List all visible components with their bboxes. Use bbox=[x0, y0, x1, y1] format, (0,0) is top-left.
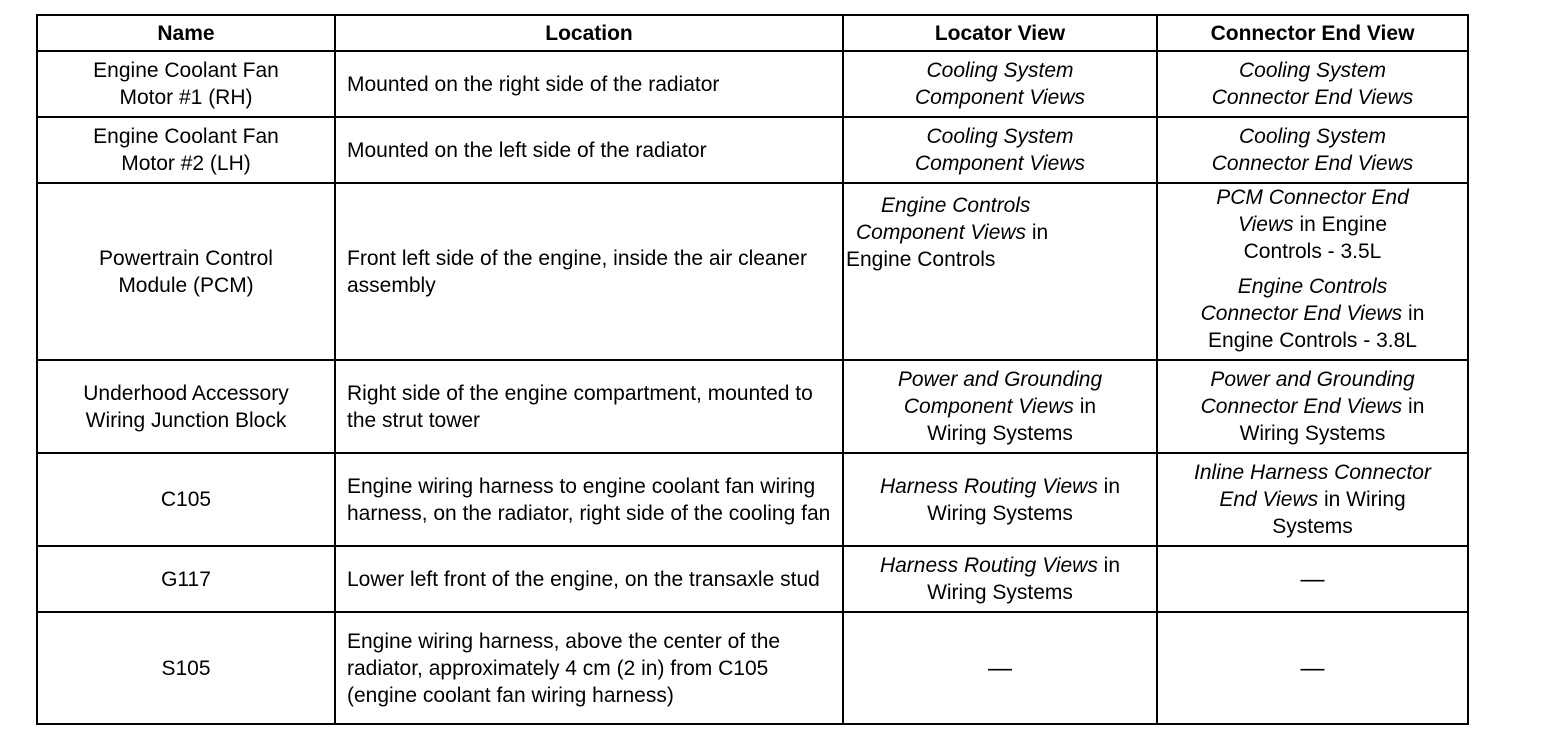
cell-name: Engine Coolant Fan Motor #1 (RH) bbox=[37, 51, 335, 117]
cell-name: Engine Coolant Fan Motor #2 (LH) bbox=[37, 117, 335, 183]
cell-connector-end-view: PCM Connector End Views in Engine Controls - 3.5L Engine Controls Connector End Views in Engine Controls - 3.8L bbox=[1157, 183, 1468, 360]
cell-name: G117 bbox=[37, 546, 335, 612]
table-row bbox=[37, 117, 1468, 183]
header-connector-end-view: Connector End View bbox=[1157, 15, 1468, 51]
cell-connector-end-view: — bbox=[1157, 612, 1468, 724]
table-row bbox=[37, 183, 1468, 360]
cell-connector-end-view: Inline Harness Connector End Views in Wiring Systems bbox=[1157, 453, 1468, 546]
cell-locator-view: — bbox=[843, 612, 1157, 724]
cell-location: Lower left front of the engine, on the transaxle stud bbox=[335, 546, 843, 612]
cell-connector-end-view: Power and Grounding Connector End Views in Wiring Systems bbox=[1157, 360, 1468, 453]
header-locator-view: Locator View bbox=[843, 15, 1157, 51]
table-container bbox=[36, 14, 1469, 725]
cell-locator-view: Power and Grounding Component Views in Wiring Systems bbox=[843, 360, 1157, 453]
table-row bbox=[37, 360, 1468, 453]
header-location: Location bbox=[335, 15, 843, 51]
table-row bbox=[37, 612, 1468, 724]
cell-connector-end-view: — bbox=[1157, 546, 1468, 612]
cell-name: Powertrain Control Module (PCM) bbox=[37, 183, 335, 360]
cell-locator-view: Harness Routing Views in Wiring Systems bbox=[843, 546, 1157, 612]
cell-location: Engine wiring harness to engine coolant fan wiring harness, on the radiator, right side of the cooling fan bbox=[335, 453, 843, 546]
cell-locator-view: Cooling System Component Views bbox=[843, 51, 1157, 117]
table-row bbox=[37, 546, 1468, 612]
cell-name: C105 bbox=[37, 453, 335, 546]
cell-name: S105 bbox=[37, 612, 335, 724]
cell-connector-end-view: Cooling System Connector End Views bbox=[1157, 117, 1468, 183]
cell-connector-end-view: Cooling System Connector End Views bbox=[1157, 51, 1468, 117]
cell-locator-view: Harness Routing Views in Wiring Systems bbox=[843, 453, 1157, 546]
cell-location: Mounted on the right side of the radiator bbox=[335, 51, 843, 117]
cell-name: Underhood Accessory Wiring Junction Block bbox=[37, 360, 335, 453]
cell-location: Front left side of the engine, inside the air cleaner assembly bbox=[335, 183, 843, 360]
table-row bbox=[37, 453, 1468, 546]
cell-location: Right side of the engine compartment, mounted to the strut tower bbox=[335, 360, 843, 453]
header-name: Name bbox=[37, 15, 335, 51]
cell-locator-view: Cooling System Component Views bbox=[843, 117, 1157, 183]
component-locator-table bbox=[36, 14, 1469, 725]
cell-location: Engine wiring harness, above the center of the radiator, approximately 4 cm (2 in) from C105 (engine coolant fan wiring harness) bbox=[335, 612, 843, 724]
table-row bbox=[37, 51, 1468, 117]
header-row bbox=[37, 15, 1468, 51]
cell-location: Mounted on the left side of the radiator bbox=[335, 117, 843, 183]
cell-locator-view: Engine Controls Component Views in Engine Controls bbox=[843, 183, 1157, 360]
